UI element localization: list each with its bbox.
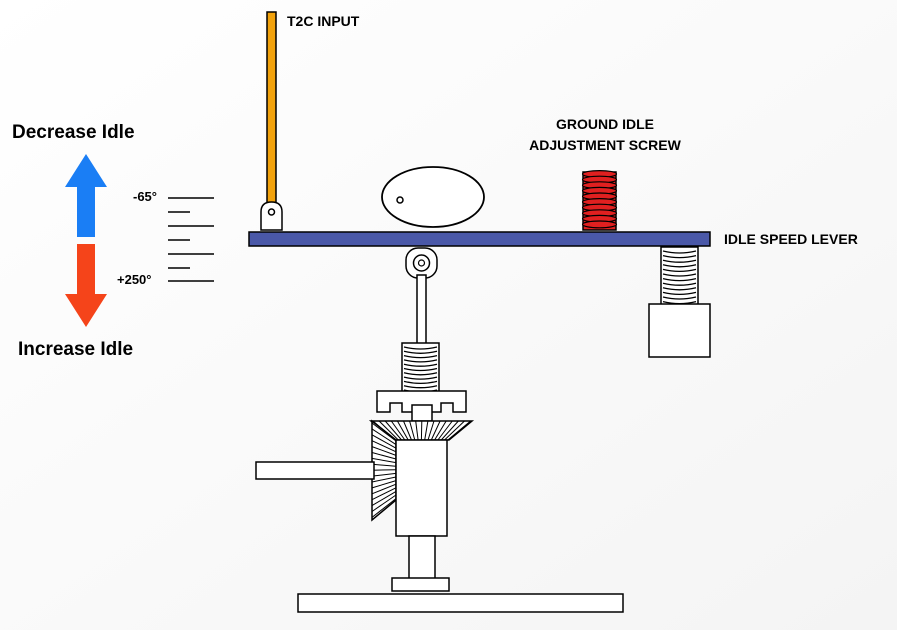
stop-spring bbox=[661, 247, 698, 305]
gear-body bbox=[396, 440, 447, 536]
idle-speed-lever-label: IDLE SPEED LEVER bbox=[724, 231, 858, 247]
t2c-input-label: T2C INPUT bbox=[287, 13, 359, 29]
output-shaft bbox=[409, 536, 435, 579]
increase-idle-label: Increase Idle bbox=[18, 339, 133, 361]
t2c-input-rod bbox=[267, 12, 276, 204]
scale-top-label: -65° bbox=[133, 189, 157, 204]
cam-pivot bbox=[397, 197, 403, 203]
main-spring bbox=[402, 343, 439, 393]
idle-cam bbox=[382, 167, 484, 227]
shaft-collar bbox=[392, 578, 449, 591]
main-spring-outline bbox=[402, 343, 439, 393]
stop-block bbox=[649, 304, 710, 357]
idle-speed-lever bbox=[249, 232, 710, 246]
ground-idle-label-line1: GROUND IDLE bbox=[505, 116, 705, 132]
ground-idle-adjustment-screw bbox=[583, 171, 617, 230]
clevis-pin bbox=[269, 209, 275, 215]
ground-idle-label-line2: ADJUSTMENT SCREW bbox=[505, 137, 705, 153]
screw-thread bbox=[583, 221, 617, 228]
decrease-idle-label: Decrease Idle bbox=[12, 122, 135, 144]
seat-stem bbox=[412, 405, 432, 421]
push-rod bbox=[417, 275, 426, 345]
t2c-clevis bbox=[261, 202, 282, 230]
scale-bottom-label: +250° bbox=[117, 272, 151, 287]
roller-pin bbox=[419, 260, 425, 266]
input-shaft bbox=[256, 462, 374, 479]
base-plate bbox=[298, 594, 623, 612]
